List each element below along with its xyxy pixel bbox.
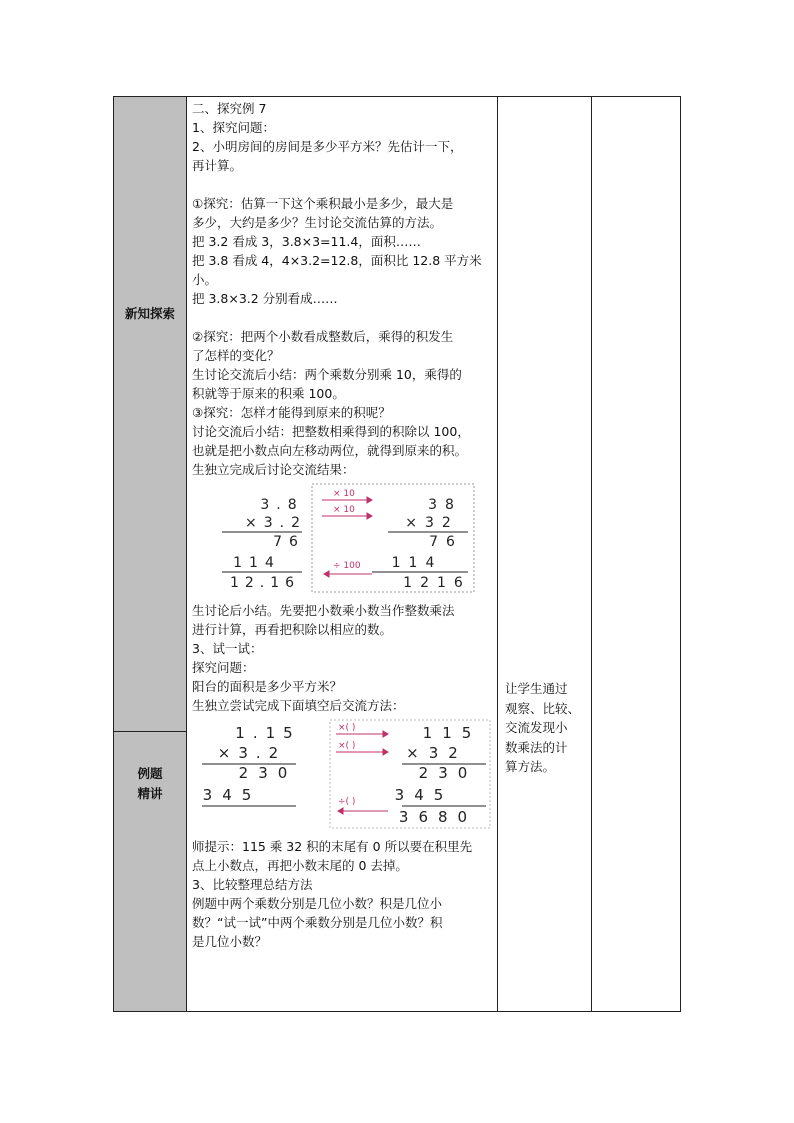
note-line: 观察、比较、 [505, 700, 581, 716]
text-line: 数？“试一试”中两个乘数分别是几位小数？积 [192, 915, 443, 930]
section-label-example-line2: 精讲 [137, 786, 163, 801]
column-divider [591, 97, 592, 1011]
digit: 114 [391, 555, 443, 571]
text-line: 再计算。 [192, 158, 243, 173]
note-line: 让学生通过 [505, 681, 568, 696]
text-line: 生独立完成后讨论交流结果： [192, 462, 355, 477]
text-line: 2、小明房间的房间是多少平方米？先估计一下， [192, 139, 463, 154]
digit: 115 [422, 724, 482, 742]
text-line: 也就是把小数点向左移动两位，就得到原来的积。 [192, 443, 468, 458]
text-line: 3、比较整理总结方法 [192, 877, 313, 892]
digit: 38 [428, 497, 462, 513]
text-line: 是几位小数？ [192, 934, 268, 949]
note-line: 交流发现小 [505, 720, 568, 735]
arrow-label: × 10 [333, 505, 355, 515]
arrowhead [367, 513, 372, 519]
text-line: 了怎样的变化？ [192, 348, 280, 363]
digit: 76 [429, 534, 463, 550]
arrow-label: ×( ) [338, 741, 356, 751]
text-line: 讨论交流后小结：把整数相乘得到的积除以 100， [192, 424, 470, 439]
digit: 230 [418, 764, 478, 782]
arrow-label: ÷( ) [338, 797, 356, 807]
text-line: ①探究：估算一下这个乘积最小是多少，最大是 [192, 196, 454, 211]
label-column [114, 97, 186, 1011]
digit: 3.8 [260, 497, 304, 513]
multiplication-figure-2 [192, 718, 494, 835]
text-line: 进行计算，再看把积除以相应的数。 [192, 622, 393, 637]
digit: 1.15 [235, 724, 301, 742]
arrowhead [367, 497, 372, 503]
digit: 3680 [398, 808, 478, 826]
arrowhead [383, 731, 388, 737]
section-label-explore: 新知探索 [124, 306, 175, 321]
text-line: ③探究：怎样才能得到原来的积呢？ [192, 405, 391, 420]
column-divider [497, 97, 498, 1011]
digit: 345 [202, 786, 262, 804]
lesson-table [113, 96, 681, 1012]
text-line: 3、试一试： [192, 641, 263, 656]
text-line: 把 3.8 看成 4，4×3.2=12.8，面积比 12.8 平方米 [192, 253, 482, 268]
arrow-label: ×( ) [338, 723, 356, 733]
multiplication-figure-1 [192, 482, 494, 599]
text-line: 二、探究例 7 [192, 101, 267, 116]
digit: ×32 [405, 515, 459, 531]
text-line: 师提示：115 乘 32 积的末尾有 0 所以要在积里先 [192, 839, 473, 854]
text-line: 生讨论后小结。先要把小数乘小数当作整数乘法 [192, 603, 455, 618]
column-divider [186, 97, 187, 1011]
lesson-content [192, 99, 494, 951]
text-line: 生讨论交流后小结：两个乘数分别乘 10，乘得的 [192, 367, 462, 382]
text-line: 1、探究问题： [192, 120, 275, 135]
text-line: 把 3.8×3.2 分别看成…… [192, 291, 338, 306]
arrow-label: × 10 [333, 489, 355, 499]
arrowhead [338, 808, 343, 814]
arrow-label: ÷ 100 [333, 561, 361, 571]
note-line: 数乘法的计 [505, 739, 568, 755]
text-line: 多少，大约是多少？生讨论交流估算的方法。 [192, 215, 443, 230]
section-label-example-line1: 例题 [137, 766, 163, 781]
text-line: ②探究：把两个小数看成整数后，乘得的积发生 [192, 329, 454, 344]
digit: 12.16 [229, 575, 301, 591]
text-line: 生独立尝试完成下面填空后交流方法： [192, 698, 405, 713]
text-line: 把 3.2 看成 3，3.8×3=11.4，面积…… [192, 234, 421, 249]
note-line: 算方法。 [505, 759, 556, 774]
digit: 76 [273, 534, 305, 550]
text-line: 探究问题： [192, 660, 255, 675]
digit: 114 [233, 555, 281, 571]
text-line: 例题中两个乘数分别是几位小数？积是几位小 [192, 896, 443, 911]
digit: ×3.2 [245, 515, 307, 531]
digit: 230 [238, 764, 298, 782]
design-intent-note [505, 679, 593, 777]
digit: ×32 [406, 744, 468, 762]
arrowhead [383, 749, 388, 755]
arrowhead [324, 571, 329, 577]
text-line: 小。 [192, 272, 218, 287]
digit: ×3.2 [217, 744, 287, 762]
vertical-multiplication-3.8x3.2 [192, 482, 492, 599]
digit: 345 [394, 786, 454, 804]
vertical-multiplication-1.15x3.2 [192, 718, 492, 835]
text-line: 阳台的面积是多少平方米？ [192, 679, 343, 694]
text-line: 点上小数点，再把小数末尾的 0 去掉。 [192, 858, 408, 873]
digit: 1216 [403, 575, 471, 591]
text-line: 积就等于原来的积乘 100。 [192, 386, 345, 401]
row-divider [114, 731, 186, 732]
